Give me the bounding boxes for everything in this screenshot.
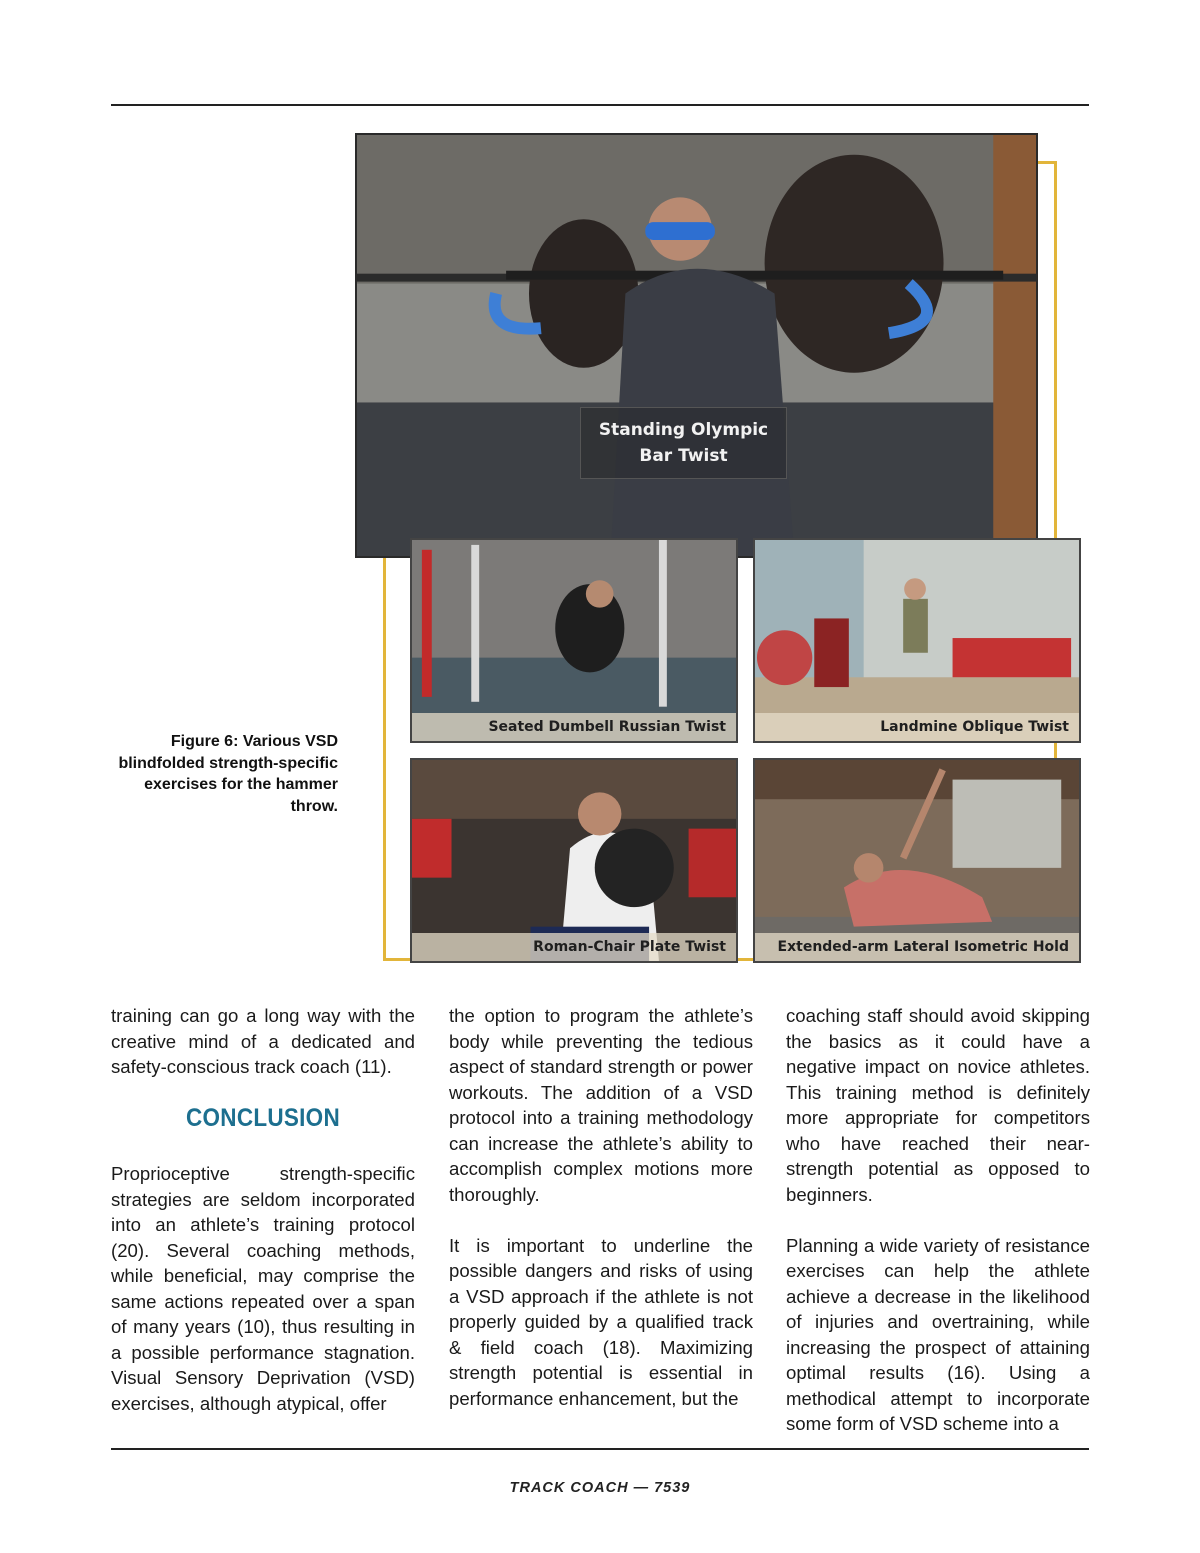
lateral-hold-illustration: [755, 760, 1079, 961]
text-column-2: [449, 1003, 753, 1411]
text-column-3: [786, 1003, 1090, 1437]
photo-label-bar: Landmine Oblique Twist: [755, 713, 1079, 741]
photo-roman-chair-plate-twist: [410, 758, 738, 963]
figure-caption: Figure 6: Various VSD blindfolded strength-specific exercises for the hammer throw.: [118, 733, 338, 815]
standing-twist-illustration: [357, 135, 1036, 556]
photo-seated-russian-twist: [410, 538, 738, 743]
photo-label-bar: Extended-arm Lateral Isometric Hold: [755, 933, 1079, 961]
main-photo-label: [580, 407, 787, 479]
seated-twist-illustration: [412, 540, 736, 741]
col2-paragraph-2: It is important to underline the possible dangers and risks of using a VSD approach if the athlete is not properly guided by a qualified track & field coach (18). Maximizing strength potential is essential in performance enhancement, but the: [449, 1234, 753, 1409]
col2-paragraph-1: the option to program the athlete’s body while preventing the tedious aspect of standard strength or power workouts. The addition of a VSD protocol into a training methodology can increase the athlete’s ability to accomplish complex motions more thoroughly.: [449, 1005, 753, 1205]
page-footer: TRACK COACH — 7539: [509, 1480, 691, 1496]
text-column-1: [111, 1003, 415, 1416]
col3-paragraph-2: Planning a wide variety of resistance exercises can help the athlete achieve a decrease in the likelihood of injuries and overtraining, while increasing the prospect of attaining optimal results (16). Using a methodical attempt to incorporate some form of VSD scheme into a: [786, 1234, 1090, 1434]
roman-chair-illustration: [412, 760, 736, 961]
col1-paragraph-2: Proprioceptive strength-specific strategies are seldom incorporated into an athlete’s training protocol (20). Several coaching methods, while beneficial, may comprise the same actions repeated over a span of many years (10), thus resulting in a possible performance stagnation. Visual Sensory Deprivation (VSD) exercises, although atypical, offer: [111, 1163, 415, 1414]
photo-standing-olympic-bar-twist: [355, 133, 1038, 558]
section-heading-conclusion: CONCLUSION: [186, 1103, 340, 1132]
main-label-line1: Standing Olympic: [598, 420, 769, 440]
landmine-twist-illustration: [755, 540, 1079, 741]
main-label-line2: Bar Twist: [639, 446, 728, 466]
photo-label-bar: Roman-Chair Plate Twist: [412, 933, 736, 961]
col3-paragraph-1: coaching staff should avoid skipping the basics as it could have a negative impact on novice athletes. This training method is definitely more appropriate for competitors who have reached their near-strength potential as opposed to beginners.: [786, 1005, 1090, 1205]
top-rule: [111, 104, 1089, 106]
figure-6: [355, 133, 1085, 968]
col1-paragraph-1: training can go a long way with the creative mind of a dedicated and safety-conscious track coach (11).: [111, 1005, 415, 1077]
photo-landmine-oblique-twist: [753, 538, 1081, 743]
bottom-rule: [111, 1448, 1089, 1450]
photo-label-bar: Seated Dumbell Russian Twist: [412, 713, 736, 741]
photo-extended-arm-lateral-hold: [753, 758, 1081, 963]
